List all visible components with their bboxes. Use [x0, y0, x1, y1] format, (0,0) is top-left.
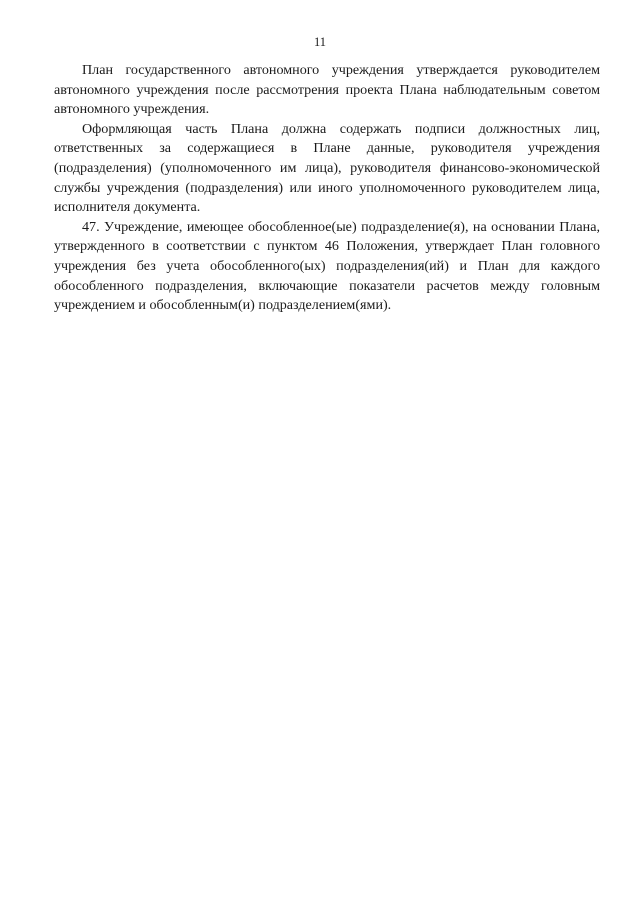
- paragraph-item-47: 47. Учреждение, имеющее обособленное(ые) подразделение(я), на основании Плана, утвержденного в соответствии с пунктом 46 Положения, утверждает План головного учреждения без учета обособленного(ых) подразделения(ий) и План для каждого обособленного подразделения, включающие показатели расчетов между головным учреждением и обособленным(и) подразделением(ями).: [54, 218, 600, 314]
- document-body: [54, 61, 600, 316]
- paragraph-plan-signatures: Оформляющая часть Плана должна содержать подписи должностных лиц, ответственных за содержащиеся в Плане данные, руководителя учреждения (подразделения) (уполномоченного им лица), руководителя финансово-экономической службы учреждения (подразделения) или иного уполномоченного руководителем лица, исполнителя документа.: [54, 120, 600, 216]
- paragraph-plan-approval: План государственного автономного учреждения утверждается руководителем автономного учреждения после рассмотрения проекта Плана наблюдательным советом автономного учреждения.: [54, 62, 600, 118]
- page-number: 11: [313, 35, 327, 49]
